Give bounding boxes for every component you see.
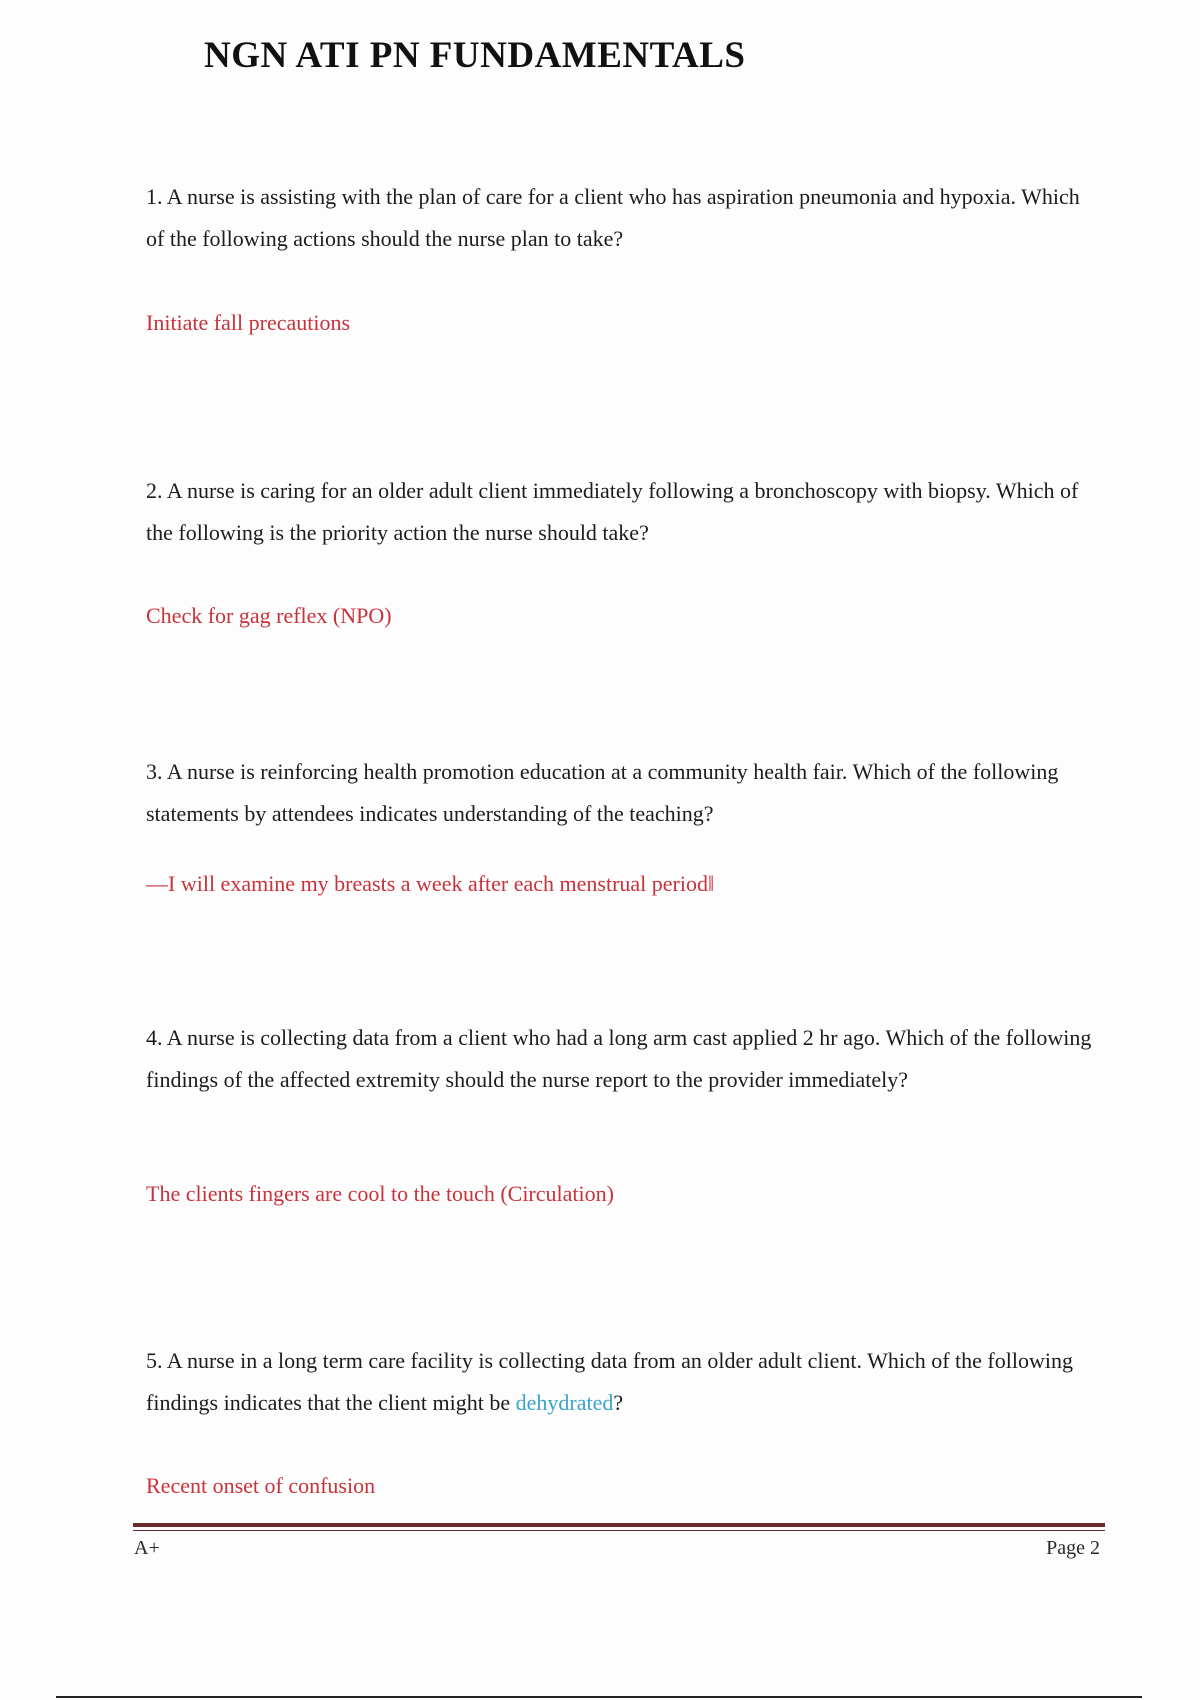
question-3-text: 3. A nurse is reinforcing health promotion education at a community health fair. Which of the following statements by attendees indicates understanding of the teaching? <box>146 759 1059 826</box>
question-3-answer: —I will examine my breasts a week after each menstrual periodǁ <box>146 871 715 896</box>
page-bottom-edge <box>56 1696 1142 1698</box>
question-5-text-before: 5. A nurse in a long term care facility is collecting data from an older adult client. Which of the following findings indicates that the client might be <box>146 1348 1073 1415</box>
footer-grade: A+ <box>134 1537 160 1559</box>
question-1-answer: Initiate fall precautions <box>146 310 351 335</box>
question-1-text: 1. A nurse is assisting with the plan of care for a client who has aspiration pneumonia and hypoxia. Which of the following actions should the nurse plan to take? <box>146 184 1080 251</box>
question-5-text <box>146 1340 1096 1424</box>
dehydrated-link[interactable]: dehydrated <box>515 1390 614 1415</box>
question-4-answer: The clients fingers are cool to the touch (Circulation) <box>146 1181 614 1206</box>
question-2-text: 2. A nurse is caring for an older adult client immediately following a bronchoscopy with biopsy. Which of the following is the priority action the nurse should take? <box>146 478 1079 545</box>
question-2-answer: Check for gag reflex (NPO) <box>146 603 392 628</box>
document-title: NGN ATI PN FUNDAMENTALS <box>204 35 746 76</box>
footer-divider <box>133 1523 1105 1527</box>
page-number: Page 2 <box>1046 1537 1100 1559</box>
footer-divider-thin <box>133 1530 1105 1531</box>
question-5-text-after: ? <box>613 1390 624 1415</box>
question-4-text: 4. A nurse is collecting data from a client who had a long arm cast applied 2 hr ago. Which of the following findings of the affected extremity should the nurse report to the provider immediately? <box>146 1025 1092 1092</box>
question-5-answer: Recent onset of confusion <box>146 1473 376 1498</box>
